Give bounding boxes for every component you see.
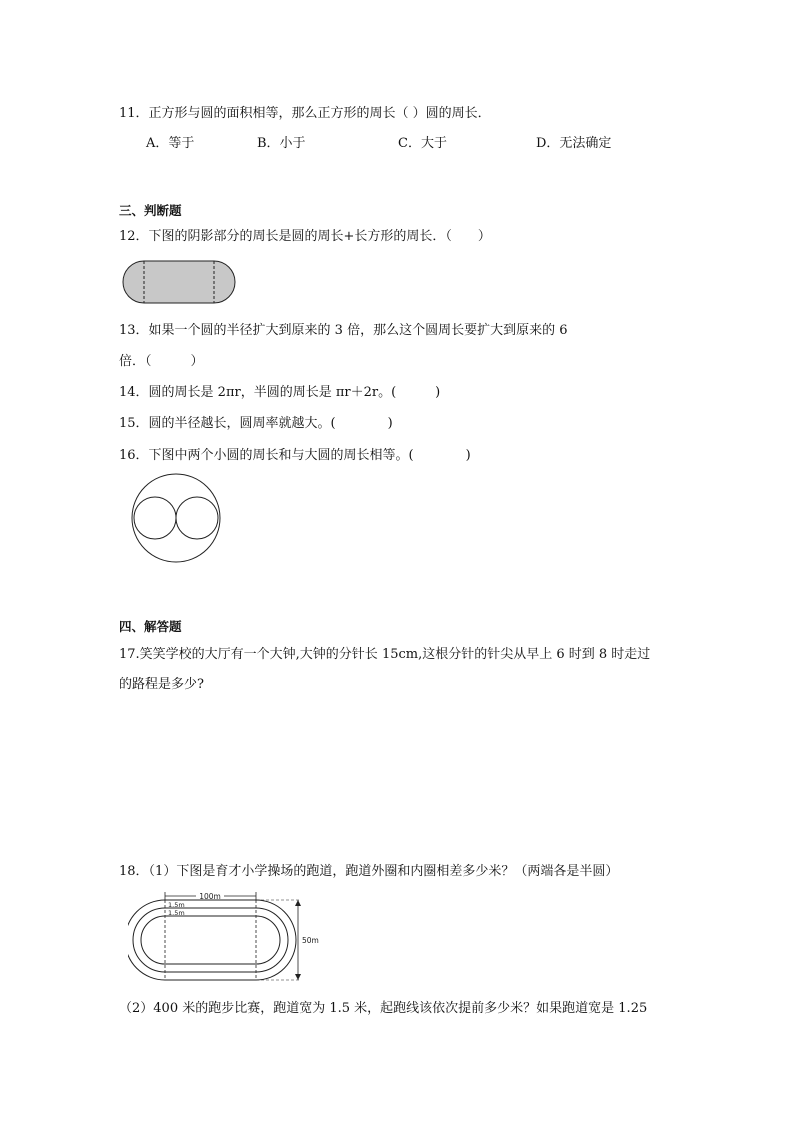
- q17-text-line1: 17.笑笑学校的大厅有一个大钟,大钟的分针长 15cm,这根分针的针尖从早上 6 时到 8 时走过: [119, 647, 651, 662]
- q11-option-d: D．无法确定: [536, 136, 612, 151]
- track-height-label: 50m: [302, 936, 319, 945]
- section-3-title: 三、判断题: [119, 203, 182, 218]
- q18-track-figure: [128, 888, 324, 984]
- lane-width-label-1: 1.5m: [168, 901, 185, 909]
- q18-part2: （2）400 米的跑步比赛，跑道宽为 1.5 米，起跑线该依次提前多少米？如果跑道宽是 1.25: [119, 1001, 648, 1016]
- q17-text-line2: 的路程是多少?: [119, 677, 204, 692]
- q16-text: 16．下图中两个小圆的周长和与大圆的周长相等。( ): [119, 448, 471, 463]
- lane-width-label-2: 1.5m: [168, 909, 185, 917]
- q11-stem: 11．正方形与圆的面积相等，那么正方形的周长（ ）圆的周长．: [119, 106, 491, 121]
- q18-part1: 18．（1）下图是育才小学操场的跑道，跑道外圈和内圈相差多少米？（两端各是半圆）: [119, 864, 619, 879]
- q12-text: 12．下图的阴影部分的周长是圆的周长+长方形的周长．（ ）: [119, 229, 491, 244]
- q14-text: 14．圆的周长是 2πr，半圆的周长是 πr＋2r。( ): [119, 385, 441, 400]
- q13-text-line1: 13．如果一个圆的半径扩大到原来的 3 倍，那么这个圆周长要扩大到原来的 6: [119, 323, 568, 338]
- q12-shaded-figure: [118, 257, 240, 307]
- q11-option-a: A．等于: [146, 136, 195, 151]
- q13-text-line2: 倍．（ ）: [119, 354, 204, 369]
- q11-option-b: B．小于: [257, 136, 306, 151]
- section-4-title: 四、解答题: [119, 619, 182, 634]
- q15-text: 15．圆的半径越长，圆周率就越大。( ): [119, 416, 393, 431]
- q16-circles-figure: [128, 470, 224, 566]
- track-length-label: 100m: [199, 892, 221, 901]
- q11-option-c: C．大于: [398, 136, 447, 151]
